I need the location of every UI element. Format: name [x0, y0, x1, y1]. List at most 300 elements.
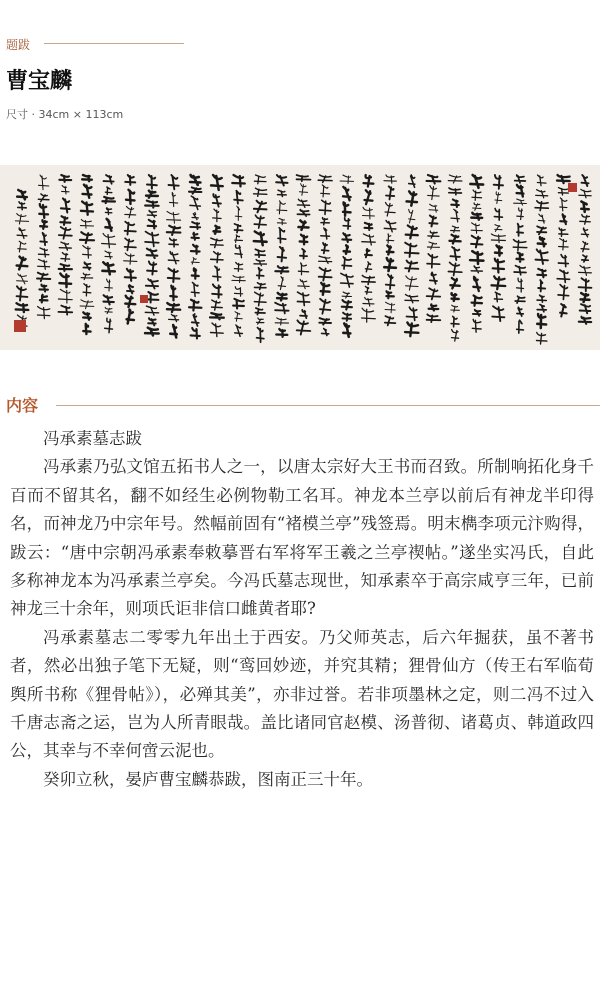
brush-stroke	[125, 206, 136, 217]
brush-stroke	[471, 236, 482, 248]
calligraphy-artwork	[0, 165, 600, 350]
brush-stroke	[39, 285, 48, 292]
brush-stroke	[515, 175, 526, 183]
brush-stroke	[105, 187, 111, 194]
brush-stroke	[407, 191, 417, 205]
brush-stroke	[58, 289, 72, 303]
brush-stroke	[322, 243, 329, 254]
brush-stroke	[190, 175, 200, 185]
brush-stroke	[452, 293, 459, 301]
brush-stroke	[362, 276, 375, 285]
brush-stroke	[535, 201, 548, 211]
brush-stroke	[517, 224, 523, 236]
brush-stroke	[125, 175, 135, 185]
brush-stroke	[37, 273, 50, 282]
brush-stroke	[61, 253, 70, 262]
brush-stroke	[38, 194, 49, 202]
brush-stroke	[405, 261, 418, 272]
calligraphy-image	[0, 165, 600, 350]
brush-stroke	[299, 184, 307, 196]
brush-stroke	[213, 266, 221, 281]
artwork-size: 尺寸 · 34cm × 113cm	[6, 108, 124, 121]
brush-stroke	[517, 253, 524, 262]
brush-stroke	[192, 233, 199, 240]
brush-stroke	[450, 247, 459, 260]
brush-stroke	[406, 276, 418, 290]
brush-stroke	[362, 234, 375, 245]
brush-stroke	[365, 223, 373, 230]
brush-stroke	[300, 235, 308, 245]
brush-stroke	[254, 201, 267, 213]
brush-stroke	[17, 228, 27, 239]
brush-stroke	[364, 175, 374, 187]
brush-stroke	[557, 175, 570, 183]
brush-stroke	[125, 269, 136, 281]
brush-stroke	[539, 214, 545, 223]
brush-stroke	[537, 333, 547, 345]
brush-stroke	[145, 328, 159, 336]
brush-stroke	[319, 268, 332, 281]
brush-stroke	[235, 224, 243, 233]
page-title: 曹宝麟	[6, 68, 73, 94]
brush-stroke	[450, 278, 459, 288]
brush-stroke	[319, 256, 332, 263]
brush-stroke	[451, 200, 459, 208]
brush-stroke	[145, 201, 158, 208]
brush-stroke	[81, 273, 93, 280]
brush-stroke	[472, 296, 482, 306]
brush-stroke	[386, 274, 395, 289]
brush-stroke	[319, 200, 331, 214]
brush-stroke	[15, 214, 28, 224]
brush-stroke	[363, 207, 375, 219]
brush-stroke	[212, 300, 223, 310]
brush-stroke	[558, 188, 568, 195]
section-divider	[44, 43, 184, 44]
brush-stroke	[450, 235, 461, 244]
brush-stroke	[387, 246, 394, 255]
brush-stroke	[429, 304, 439, 310]
brush-stroke	[169, 314, 179, 321]
brush-stroke	[342, 300, 352, 309]
brush-stroke	[581, 293, 590, 302]
brush-stroke	[538, 280, 545, 291]
brush-stroke	[168, 252, 178, 264]
brush-stroke	[579, 317, 591, 324]
brush-stroke	[189, 300, 201, 311]
brush-stroke	[212, 284, 221, 297]
brush-stroke	[558, 285, 569, 300]
brush-stroke	[470, 175, 483, 188]
brush-stroke	[494, 292, 502, 302]
brush-stroke	[254, 232, 267, 246]
brush-stroke	[452, 330, 459, 342]
brush-stroke	[319, 318, 331, 325]
brush-stroke	[104, 175, 114, 184]
brush-stroke	[39, 175, 49, 190]
brush-stroke	[82, 175, 92, 181]
brush-stroke	[168, 268, 180, 282]
brush-stroke	[494, 175, 503, 189]
brush-stroke	[256, 318, 264, 324]
brush-stroke	[59, 264, 72, 271]
brush-stroke	[537, 269, 546, 278]
brush-stroke	[40, 295, 48, 302]
brush-stroke	[60, 216, 70, 225]
brush-stroke	[494, 209, 502, 221]
brush-stroke	[102, 234, 116, 248]
brush-stroke	[170, 192, 178, 206]
brush-stroke	[538, 237, 546, 246]
brush-stroke	[234, 191, 243, 204]
brush-stroke	[278, 277, 285, 290]
brush-stroke	[81, 202, 93, 215]
inscription-paragraph: 冯承素墓志二零零九年出土于西安。乃父师英志，后六年掘获，虽不著书者，然必出独子笔下无疑，则“鸾回妙迹，并究其精；狸骨仙方（传王右军临荀舆所书称《狸骨帖》），必殚其美”，亦非过誉。若非项墨林之定，则二冯不过入千唐志斋之运，岂为人所青眼哉。盖比诸同官赵模、汤普彻、诸葛贞、韩道政四公，其幸与不幸何啻云泥也。	[10, 627, 594, 761]
brush-stroke	[80, 300, 94, 309]
brush-stroke	[235, 287, 243, 297]
brush-stroke	[321, 283, 330, 295]
brush-stroke	[275, 318, 288, 325]
brush-stroke	[513, 240, 527, 251]
brush-stroke	[127, 285, 134, 293]
brush-stroke	[254, 292, 266, 306]
brush-stroke	[145, 306, 158, 315]
brush-stroke	[235, 206, 242, 220]
brush-stroke	[517, 307, 523, 316]
inscription-signature: 癸卯立秋，晏庐曹宝麟恭跋，图南正三十年。	[43, 769, 373, 789]
seal-stamp	[568, 183, 577, 192]
seal-stamp	[14, 320, 26, 332]
brush-stroke	[517, 320, 524, 333]
brush-stroke	[59, 227, 72, 239]
brush-stroke	[276, 329, 287, 337]
brush-stroke	[235, 245, 242, 258]
brush-stroke	[495, 245, 502, 255]
brush-stroke	[427, 175, 441, 184]
brush-stroke	[214, 226, 221, 234]
brush-stroke	[343, 202, 350, 216]
brush-stroke	[428, 231, 439, 238]
seal-stamp	[140, 295, 148, 303]
brush-stroke	[257, 268, 264, 279]
brush-stroke	[318, 175, 332, 182]
brush-stroke	[278, 247, 287, 262]
brush-stroke	[105, 307, 112, 313]
content-heading: 内容	[6, 396, 39, 415]
brush-stroke	[537, 175, 546, 186]
brush-stroke	[560, 198, 567, 211]
brush-stroke	[169, 238, 178, 247]
brush-stroke	[147, 175, 157, 189]
brush-stroke	[471, 223, 482, 234]
brush-stroke	[80, 220, 93, 229]
brush-stroke	[495, 192, 502, 204]
brush-stroke	[299, 221, 309, 230]
brush-stroke	[211, 175, 223, 190]
brush-stroke	[560, 214, 566, 224]
brush-stroke	[344, 245, 350, 253]
brush-stroke	[255, 308, 265, 315]
brush-stroke	[60, 274, 72, 288]
brush-stroke	[125, 296, 135, 307]
brush-stroke	[517, 185, 524, 197]
brush-stroke	[386, 186, 394, 199]
brush-stroke	[559, 239, 569, 250]
brush-stroke	[277, 201, 287, 214]
brush-stroke	[343, 324, 350, 337]
brush-stroke	[560, 304, 567, 317]
brush-stroke	[255, 283, 266, 290]
brush-stroke	[449, 188, 462, 195]
brush-stroke	[59, 175, 71, 182]
brush-stroke	[102, 262, 114, 274]
brush-stroke	[254, 175, 266, 184]
brush-stroke	[213, 209, 221, 222]
content-divider	[56, 405, 600, 406]
brush-stroke	[58, 306, 72, 315]
brush-stroke	[170, 325, 177, 338]
brush-stroke	[384, 258, 396, 271]
brush-stroke	[17, 257, 28, 270]
brush-stroke	[405, 295, 419, 303]
brush-stroke	[127, 310, 134, 324]
brush-stroke	[343, 187, 351, 200]
brush-stroke	[581, 202, 588, 212]
brush-stroke	[169, 175, 179, 189]
brush-stroke	[297, 320, 311, 334]
brush-stroke	[191, 282, 199, 296]
brush-stroke	[582, 255, 588, 262]
section-tag: 题跋	[6, 38, 31, 52]
brush-stroke	[363, 297, 374, 306]
brush-stroke	[514, 266, 526, 275]
brush-stroke	[492, 306, 504, 321]
brush-stroke	[537, 314, 546, 328]
brush-stroke	[211, 252, 223, 263]
brush-stroke	[167, 211, 181, 223]
brush-stroke	[492, 276, 506, 289]
brush-stroke	[235, 235, 243, 242]
brush-stroke	[495, 225, 502, 232]
brush-stroke	[579, 189, 591, 198]
brush-stroke	[321, 185, 330, 197]
brush-stroke	[18, 241, 26, 252]
brush-stroke	[493, 259, 504, 273]
brush-stroke	[385, 316, 396, 325]
brush-stroke	[40, 220, 47, 229]
inscription-title: 冯承素墓志跋	[43, 429, 142, 448]
brush-stroke	[39, 204, 48, 218]
brush-stroke	[537, 305, 546, 312]
brush-stroke	[145, 232, 159, 247]
brush-stroke	[235, 312, 242, 322]
brush-stroke	[405, 323, 418, 337]
brush-stroke	[428, 186, 439, 200]
brush-stroke	[557, 270, 569, 282]
brush-stroke	[191, 258, 199, 265]
brush-stroke	[581, 228, 588, 237]
brush-stroke	[451, 226, 460, 232]
brush-stroke	[514, 199, 527, 205]
brush-stroke	[406, 226, 418, 239]
brush-stroke	[83, 185, 92, 198]
brush-stroke	[536, 190, 548, 198]
brush-stroke	[473, 277, 480, 291]
brush-stroke	[147, 262, 157, 275]
brush-stroke	[275, 266, 288, 273]
brush-stroke	[298, 279, 309, 288]
brush-stroke	[192, 314, 199, 326]
brush-stroke	[232, 275, 245, 282]
brush-stroke	[298, 263, 308, 275]
brush-stroke	[254, 215, 266, 228]
brush-stroke	[17, 190, 27, 199]
brush-stroke	[427, 314, 441, 322]
brush-stroke	[210, 313, 224, 319]
brush-stroke	[190, 196, 200, 209]
brush-stroke	[105, 279, 113, 291]
brush-stroke	[429, 216, 437, 227]
brush-stroke	[232, 175, 245, 186]
brush-stroke	[451, 316, 459, 327]
brush-stroke	[427, 254, 440, 268]
brush-stroke	[342, 257, 351, 269]
brush-stroke	[105, 318, 113, 333]
brush-stroke	[103, 295, 113, 304]
brush-stroke	[537, 295, 546, 302]
brush-stroke	[430, 272, 437, 283]
inscription-paragraph: 冯承素乃弘文馆五拓书人之一，以唐太宗好大王书而召致。所制响拓化身千百而不留其名，翻不如经生必例物勒工名耳。神龙本兰亭以前后有神龙半印得名，而神龙乃中宗年号。然幅前固有“褚模兰亭”残签焉。明末檇李项元汴购得，跋云：“唐中宗朝冯承素奉敕摹晋右军将军王羲之兰亭禊帖。”遂坐实冯氏，自此多称神龙本为冯承素兰亭矣。今冯氏墓志现世，知承素卒于高宗咸亨三年，已前神龙三十余年，则项氏讵非信口雌黄者耶?	[10, 457, 594, 619]
brush-stroke	[428, 242, 440, 249]
brush-stroke	[517, 278, 524, 292]
brush-stroke	[322, 329, 329, 336]
brush-stroke	[278, 228, 286, 243]
brush-stroke	[167, 303, 180, 312]
brush-stroke	[473, 203, 481, 211]
brush-stroke	[580, 304, 591, 313]
brush-stroke	[407, 307, 418, 320]
brush-stroke	[580, 215, 590, 225]
brush-stroke	[148, 318, 156, 325]
brush-stroke	[17, 274, 28, 284]
brush-stroke	[365, 262, 371, 272]
brush-stroke	[83, 262, 90, 269]
inscription-text	[10, 425, 594, 794]
brush-stroke	[581, 242, 589, 252]
brush-stroke	[385, 302, 395, 313]
brush-stroke	[211, 323, 224, 337]
brush-stroke	[343, 313, 352, 321]
brush-stroke	[472, 190, 482, 200]
brush-stroke	[448, 262, 461, 275]
brush-stroke	[83, 284, 91, 296]
brush-stroke	[579, 278, 592, 291]
brush-stroke	[471, 266, 482, 273]
brush-stroke	[300, 249, 307, 259]
brush-stroke	[276, 175, 287, 186]
brush-stroke	[61, 198, 70, 212]
brush-stroke	[472, 319, 481, 332]
brush-stroke	[80, 232, 94, 243]
brush-stroke	[147, 210, 156, 217]
brush-stroke	[254, 260, 266, 266]
brush-stroke	[189, 187, 201, 193]
brush-stroke	[83, 246, 92, 259]
brush-stroke	[321, 218, 329, 225]
brush-stroke	[18, 202, 26, 210]
brush-stroke	[536, 249, 548, 264]
brush-stroke	[191, 245, 200, 254]
brush-stroke	[105, 208, 111, 215]
brush-stroke	[341, 273, 353, 287]
brush-stroke	[385, 203, 395, 217]
brush-stroke	[124, 253, 137, 264]
brush-stroke	[451, 305, 460, 312]
brush-stroke	[558, 255, 568, 267]
brush-stroke	[275, 303, 289, 314]
brush-stroke	[126, 190, 135, 204]
brush-stroke	[297, 199, 309, 207]
brush-stroke	[387, 234, 394, 243]
brush-stroke	[255, 249, 265, 257]
brush-stroke	[342, 233, 351, 242]
brush-stroke	[148, 220, 156, 229]
brush-stroke	[16, 303, 29, 312]
brush-stroke	[405, 243, 419, 257]
brush-stroke	[62, 186, 69, 194]
brush-stroke	[429, 204, 438, 212]
brush-stroke	[300, 310, 307, 318]
brush-stroke	[234, 262, 242, 271]
brush-stroke	[278, 190, 287, 196]
brush-stroke	[340, 175, 353, 184]
brush-stroke	[277, 293, 287, 301]
brush-stroke	[233, 299, 244, 309]
brush-stroke	[409, 209, 415, 223]
brush-stroke	[83, 312, 91, 319]
brush-stroke	[515, 296, 525, 303]
brush-stroke	[38, 259, 50, 269]
brush-stroke	[427, 288, 441, 299]
brush-stroke	[105, 251, 112, 259]
brush-stroke	[38, 307, 50, 319]
brush-stroke	[192, 268, 199, 278]
brush-stroke	[170, 286, 177, 301]
brush-stroke	[384, 221, 396, 232]
brush-stroke	[365, 286, 371, 294]
brush-stroke	[409, 175, 415, 187]
brush-stroke	[254, 188, 267, 196]
brush-stroke	[146, 191, 158, 198]
brush-stroke	[491, 234, 505, 243]
brush-stroke	[17, 286, 28, 300]
brush-stroke	[365, 249, 372, 257]
brush-stroke	[362, 308, 376, 322]
brush-stroke	[147, 249, 158, 259]
brush-stroke	[146, 279, 158, 289]
brush-stroke	[384, 175, 396, 183]
brush-stroke	[277, 218, 286, 224]
brush-stroke	[125, 238, 136, 250]
brush-stroke	[102, 197, 115, 203]
brush-stroke	[321, 228, 330, 239]
brush-stroke	[343, 218, 350, 229]
brush-stroke	[257, 328, 264, 343]
brush-stroke	[470, 251, 483, 264]
brush-stroke	[559, 228, 568, 236]
brush-stroke	[451, 209, 459, 222]
brush-stroke	[448, 175, 462, 183]
